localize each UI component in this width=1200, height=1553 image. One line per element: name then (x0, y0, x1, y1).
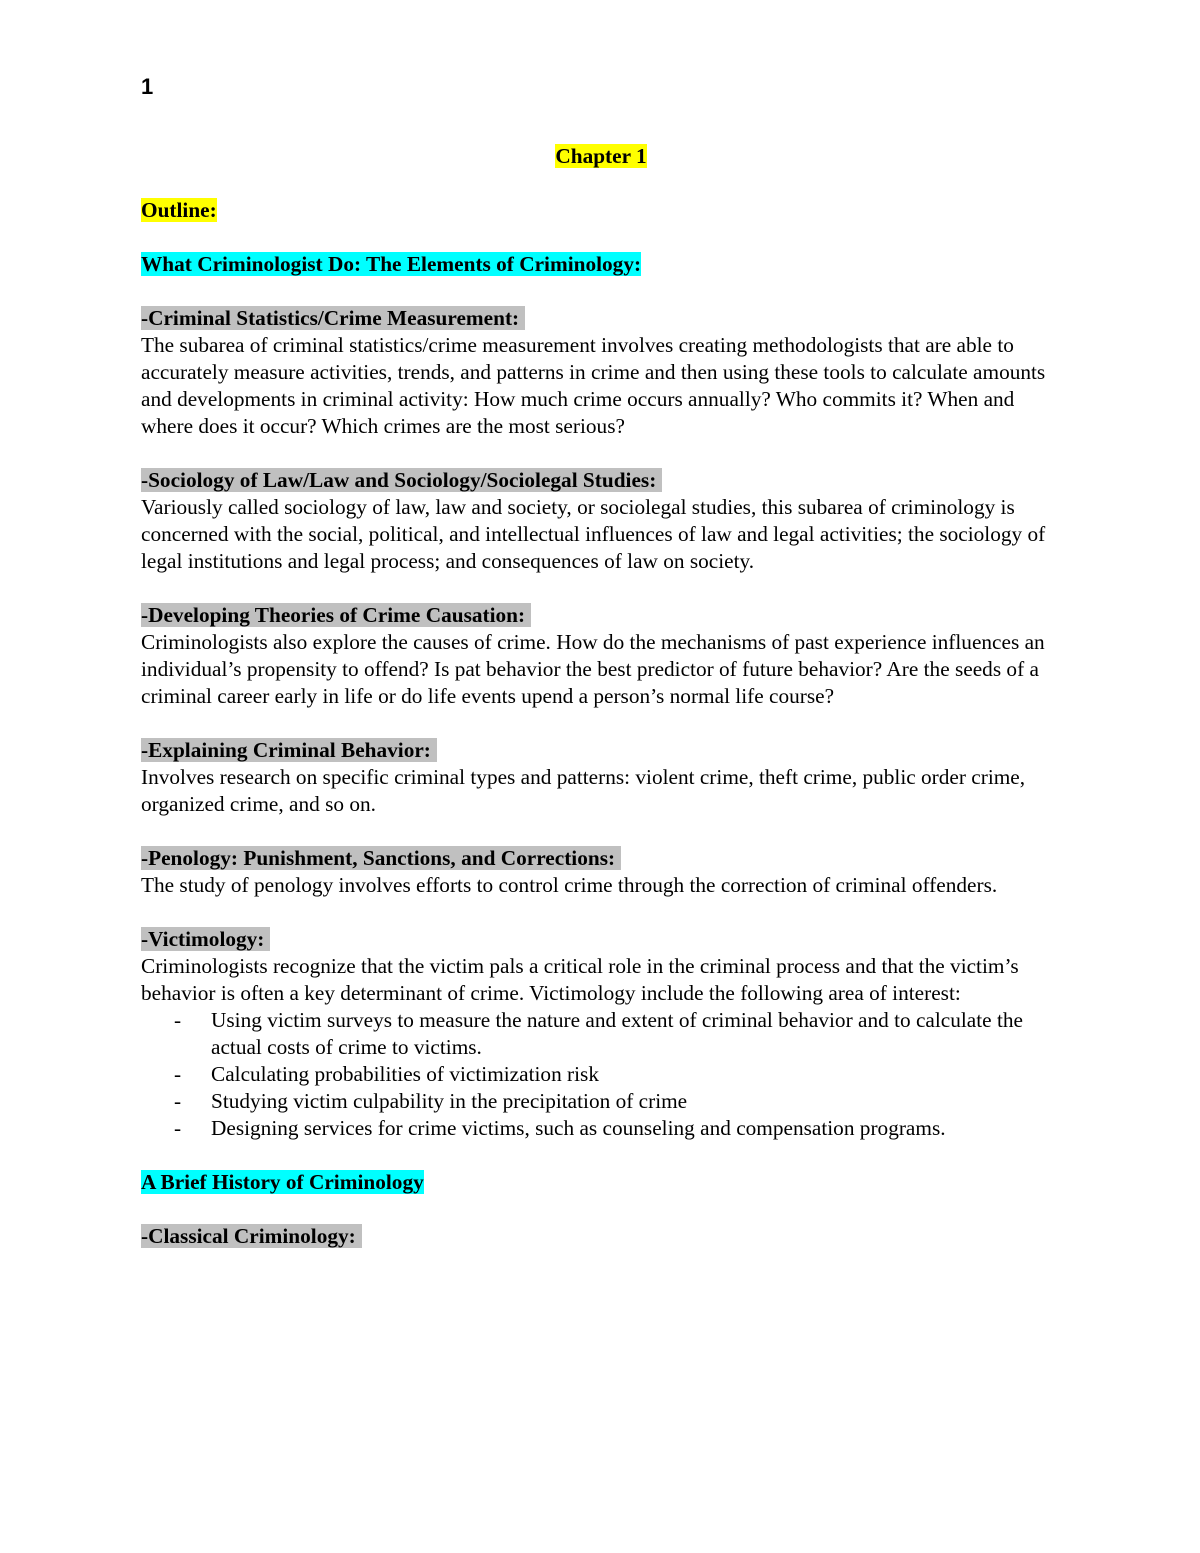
page-number: 1 (141, 74, 154, 99)
document-content (141, 143, 1061, 1250)
victimology-bullet-list (141, 1007, 1061, 1142)
outline-label (141, 197, 1061, 224)
subsection-heading (141, 305, 1061, 332)
list-item-text: Studying victim culpability in the precipitation of crime (211, 1089, 688, 1113)
subsection-heading (141, 737, 1061, 764)
list-item-text: Using victim surveys to measure the nature and extent of criminal behavior and to calculate the actual costs of crime to victims. (211, 1008, 1023, 1059)
section-heading-history-text: A Brief History of Criminology (141, 1170, 424, 1194)
subsection-theories-of-causation (141, 602, 1061, 710)
chapter-title-text: Chapter 1 (555, 144, 647, 168)
bullet-dash: - (174, 1008, 182, 1032)
bullet-dash: - (174, 1062, 182, 1086)
subsection-heading-text: -Developing Theories of Crime Causation: (141, 603, 531, 627)
subsection-heading (141, 926, 1061, 953)
section-heading-history (141, 1169, 1061, 1196)
chapter-title (141, 143, 1061, 170)
list-item-text: Calculating probabilities of victimization risk (211, 1062, 599, 1086)
subsection-heading (141, 845, 1061, 872)
section-heading-elements (141, 251, 1061, 278)
list-item-text: Designing services for crime victims, such as counseling and compensation programs. (211, 1116, 946, 1140)
subsection-body: The study of penology involves efforts to control crime through the correction of criminal offenders. (141, 873, 998, 897)
subsection-penology (141, 845, 1061, 899)
bullet-dash: - (174, 1116, 182, 1140)
subsection-explaining-behavior (141, 737, 1061, 818)
subsection-heading-text: -Victimology: (141, 927, 270, 951)
list-item (141, 1088, 1061, 1115)
subsection-heading-text: -Criminal Statistics/Crime Measurement: (141, 306, 525, 330)
bullet-dash: - (174, 1089, 182, 1113)
subsection-heading (141, 467, 1061, 494)
subsection-heading-classical (141, 1223, 1061, 1250)
list-item (141, 1007, 1061, 1061)
subsection-body: Involves research on specific criminal types and patterns: violent crime, theft crime, public order crime, organized crime, and so on. (141, 765, 1026, 816)
subsection-body: The subarea of criminal statistics/crime measurement involves creating methodologists that are able to accurately measure activities, trends, and patterns in crime and then using these tools to calculate amounts and developments in criminal activity: How much crime occurs annually? Who commits it? When and where does it occur? Which crimes are the most serious? (141, 333, 1046, 438)
subsection-sociology-of-law (141, 467, 1061, 575)
outline-label-text: Outline: (141, 198, 217, 222)
subsection-heading-text: -Explaining Criminal Behavior: (141, 738, 437, 762)
list-item (141, 1061, 1061, 1088)
section-heading-elements-text: What Criminologist Do: The Elements of Criminology: (141, 252, 642, 276)
subsection-heading (141, 602, 1061, 629)
subsection-body: Criminologists also explore the causes of crime. How do the mechanisms of past experience influences an individual’s propensity to offend? Is pat behavior the best predictor of future behavior? Are the seeds of a criminal career early in life or do life events upend a person’s normal life course? (141, 630, 1045, 708)
subsection-heading-text: -Sociology of Law/Law and Sociology/Sociolegal Studies: (141, 468, 662, 492)
subsection-heading-text: -Classical Criminology: (141, 1224, 362, 1248)
subsection-victimology (141, 926, 1061, 1142)
subsection-body: Variously called sociology of law, law and society, or sociolegal studies, this subarea of criminology is concerned with the social, political, and intellectual influences of law and legal activities; the sociology of legal institutions and legal process; and consequences of law on society. (141, 495, 1046, 573)
subsection-body: Criminologists recognize that the victim pals a critical role in the criminal process and that the victim’s behavior is often a key determinant of crime. Victimology include the following area of interest: (141, 954, 1019, 1005)
list-item (141, 1115, 1061, 1142)
subsection-heading-text: -Penology: Punishment, Sanctions, and Corrections: (141, 846, 621, 870)
subsection-criminal-statistics (141, 305, 1061, 440)
